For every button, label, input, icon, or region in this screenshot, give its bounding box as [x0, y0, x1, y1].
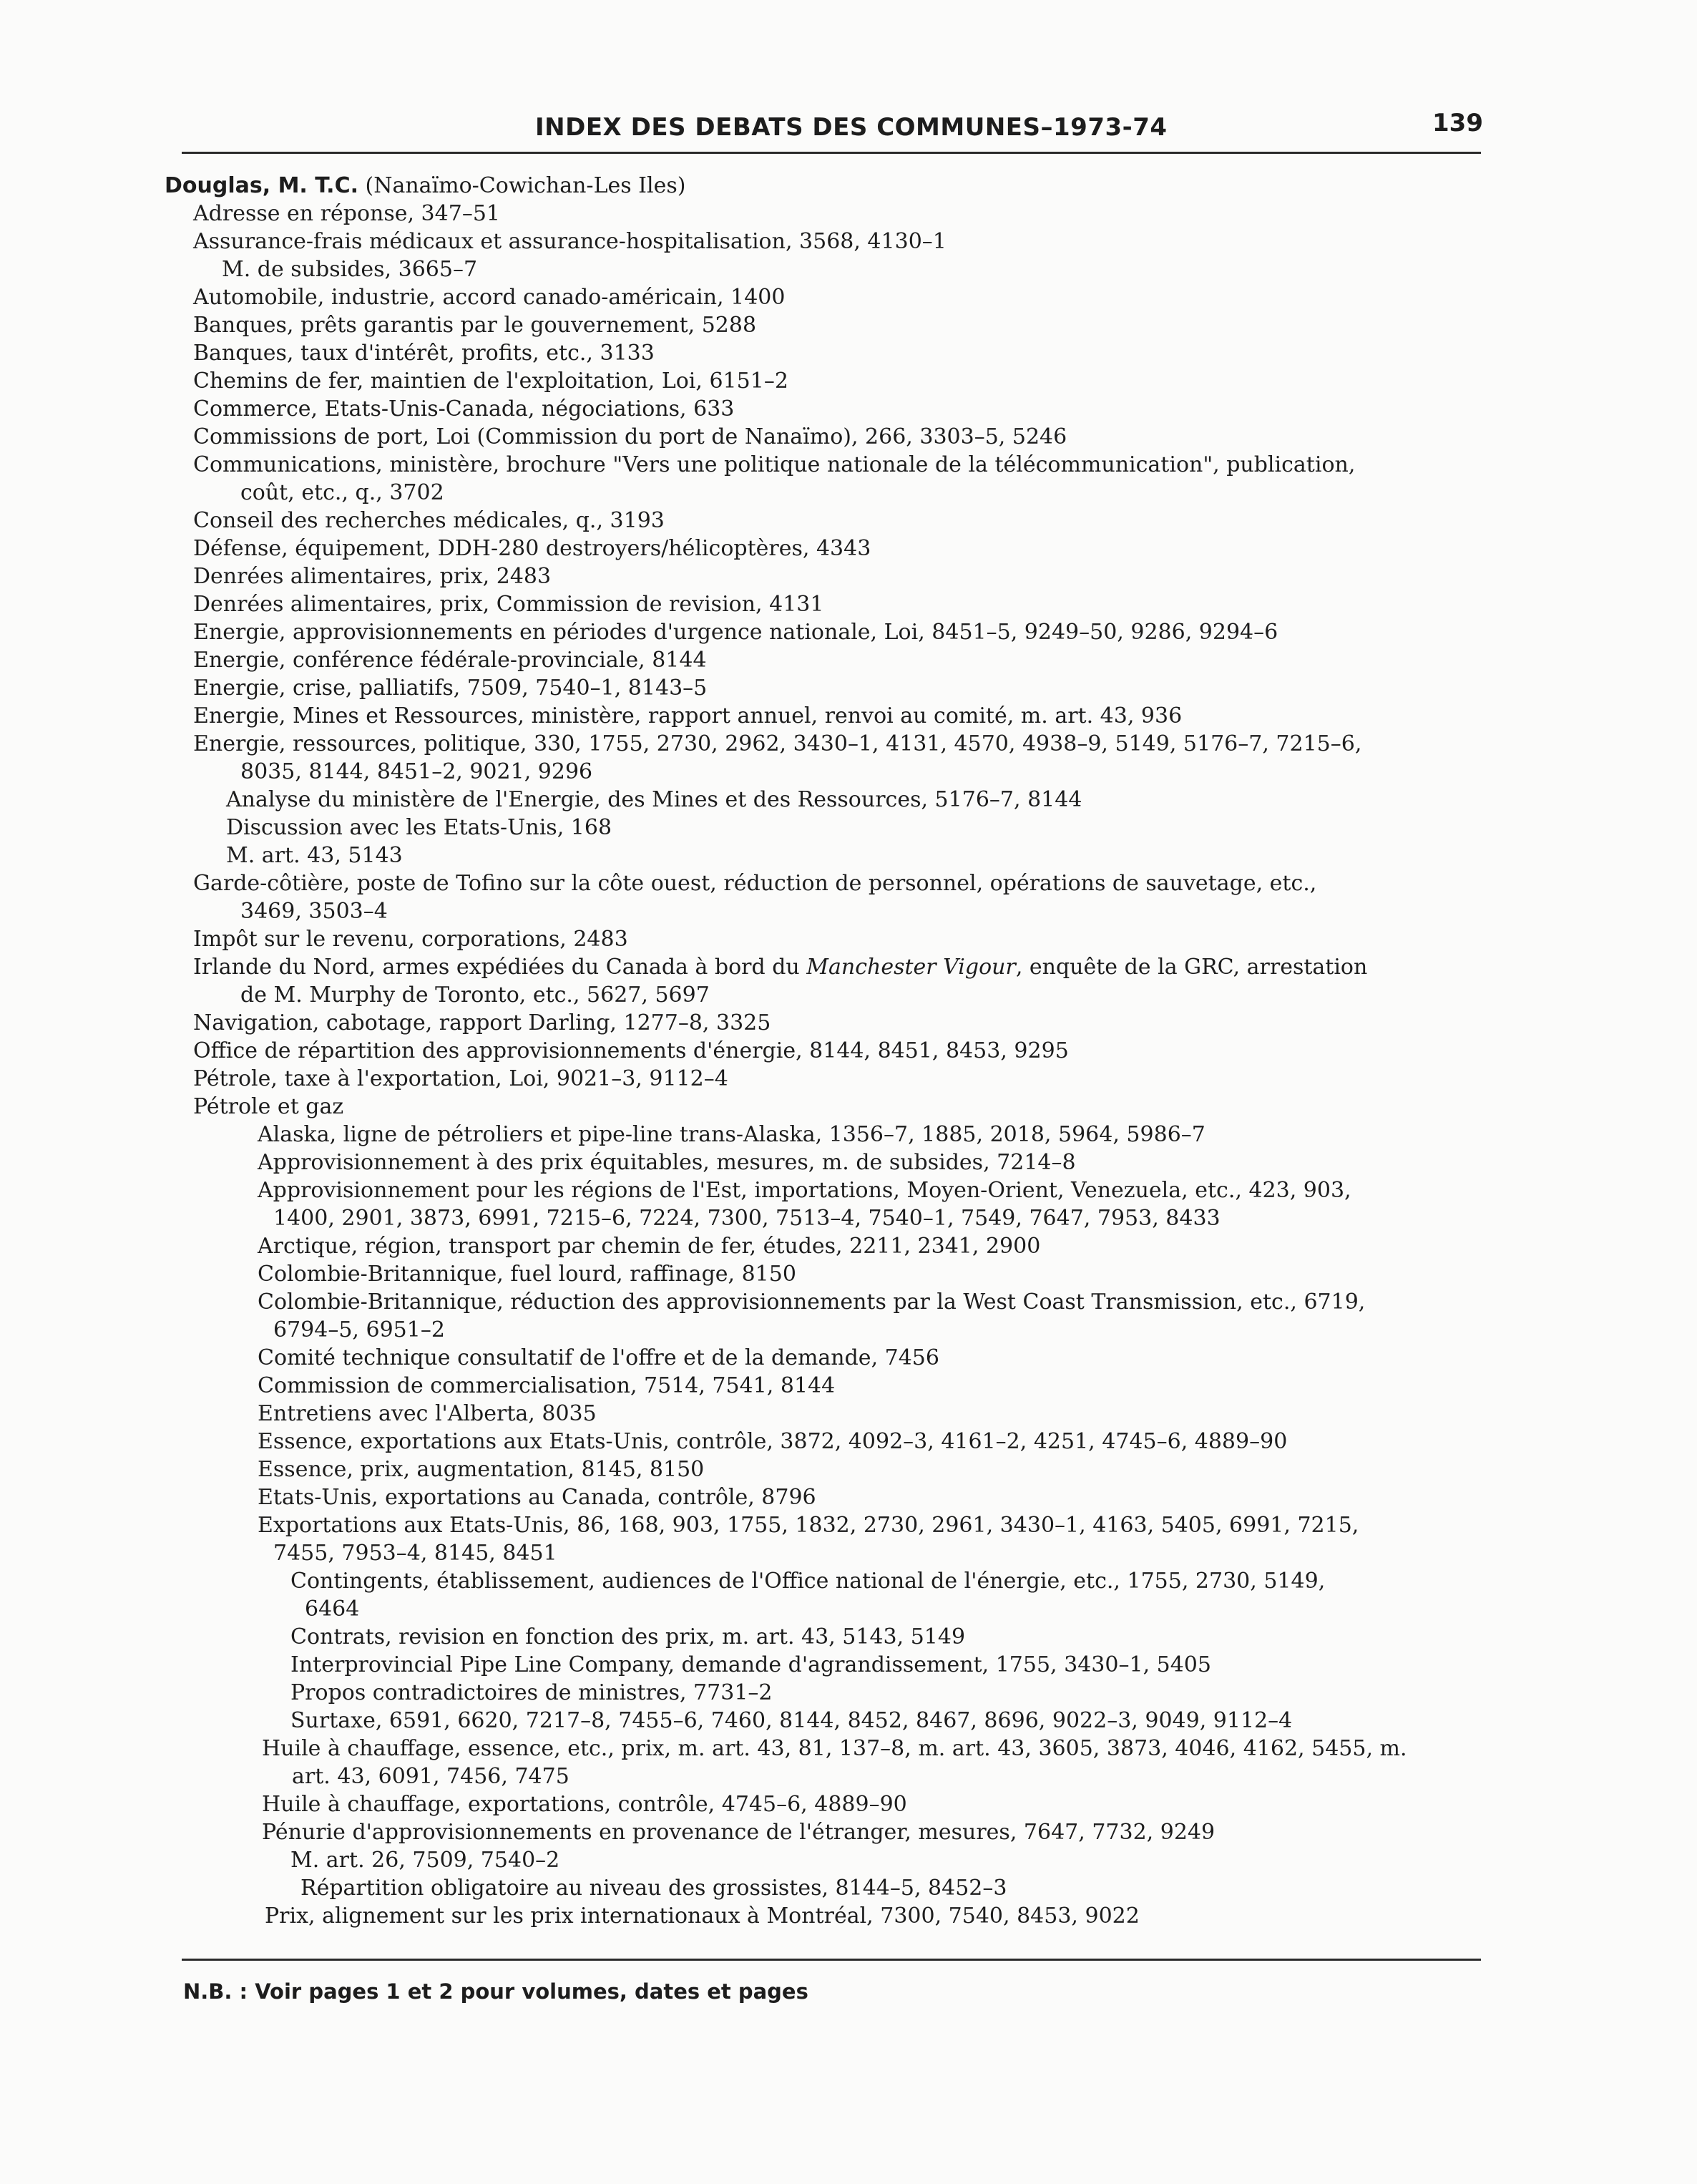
page-number: 139: [1432, 109, 1483, 137]
index-subsubentry: Répartition obligatoire au niveau des grossistes, 8144–5, 8452–3: [300, 1876, 1007, 1901]
index-entry-continuation: 8035, 8144, 8451–2, 9021, 9296: [240, 759, 593, 784]
index-subentry: Colombie-Britannique, réduction des approvisionnements par la West Coast Transmission, etc., 6719,: [258, 1290, 1366, 1315]
index-entry: Commerce, Etats-Unis-Canada, négociations, 633: [193, 396, 735, 421]
index-entry-irlande: [165, 953, 1488, 981]
index-entry: Automobile, industrie, accord canado-américain, 1400: [193, 285, 786, 310]
index-entry: Garde-côtière, poste de Tofino sur la côte ouest, réduction de personnel, opérations de sauvetage, etc.,: [193, 871, 1317, 896]
index-subentry: Entretiens avec l'Alberta, 8035: [258, 1401, 597, 1426]
index-subentry: Huile à chauffage, essence, etc., prix, m. art. 43, 81, 137–8, m. art. 43, 3605, 3873, 4046, 4162, 5455, m.: [262, 1736, 1407, 1761]
index-subentry: Pénurie d'approvisionnements en provenance de l'étranger, mesures, 7647, 7732, 9249: [262, 1820, 1216, 1845]
index-subentry: M. art. 43, 5143: [226, 843, 403, 868]
index-subentry: Comité technique consultatif de l'offre et de la demande, 7456: [258, 1345, 939, 1370]
ship-name: Manchester Vigour: [806, 955, 1016, 980]
index-entry: Navigation, cabotage, rapport Darling, 1277–8, 3325: [193, 1010, 771, 1035]
index-subentry: Discussion avec les Etats-Unis, 168: [226, 815, 612, 840]
index-entry: Energie, Mines et Ressources, ministère, rapport annuel, renvoi au comité, m. art. 43, 936: [193, 703, 1183, 728]
index-entry: Banques, prêts garantis par le gouvernement, 5288: [193, 313, 757, 338]
footer-rule: [182, 1959, 1481, 1961]
index-entry: Commissions de port, Loi (Commission du port de Nanaïmo), 266, 3303–5, 5246: [193, 424, 1067, 449]
index-subsubentry-continuation: 6464: [305, 1596, 360, 1622]
index-entry: Communications, ministère, brochure "Vers une politique nationale de la télécommunication", publication,: [193, 452, 1356, 477]
index-subentry: Arctique, région, transport par chemin de fer, études, 2211, 2341, 2900: [258, 1234, 1041, 1259]
index-entry: Energie, conférence fédérale-provinciale, 8144: [193, 648, 707, 673]
index-entry: Denrées alimentaires, prix, Commission de revision, 4131: [193, 592, 824, 617]
index-entry-continuation: 3469, 3503–4: [240, 899, 388, 924]
footer-note: N.B. : Voir pages 1 et 2 pour volumes, dates et pages: [183, 1979, 808, 2004]
index-subentry: Approvisionnement pour les régions de l'Est, importations, Moyen-Orient, Venezuela, etc., 423, 903,: [258, 1178, 1351, 1203]
irlande-rest: , enquête de la GRC, arrestation: [1015, 955, 1368, 980]
index-subentry: Etats-Unis, exportations au Canada, contrôle, 8796: [258, 1485, 816, 1510]
index-subentry-continuation: 1400, 2901, 3873, 6991, 7215–6, 7224, 7300, 7513–4, 7540–1, 7549, 7647, 7953, 8433: [273, 1206, 1221, 1231]
index-entry-continuation: de M. Murphy de Toronto, etc., 5627, 5697: [240, 983, 710, 1008]
index-entry: Adresse en réponse, 347–51: [193, 201, 500, 226]
index-entry: Défense, équipement, DDH-280 destroyers/hélicoptères, 4343: [193, 536, 871, 561]
index-entry: Conseil des recherches médicales, q., 3193: [193, 508, 665, 533]
index-subentry: Prix, alignement sur les prix internationaux à Montréal, 7300, 7540, 8453, 9022: [265, 1903, 1140, 1929]
page-header-title: INDEX DES DEBATS DES COMMUNES–1973-74: [535, 113, 1168, 142]
index-heading: [165, 172, 1488, 200]
index-entry: Pétrole et gaz: [193, 1094, 344, 1119]
index-entry: Office de répartition des approvisionnements d'énergie, 8144, 8451, 8453, 9295: [193, 1038, 1069, 1063]
header-rule: [182, 152, 1481, 154]
index-entry: Assurance-frais médicaux et assurance-hospitalisation, 3568, 4130–1: [193, 229, 947, 254]
index-subsubentry: Interprovincial Pipe Line Company, demande d'agrandissement, 1755, 3430–1, 5405: [290, 1652, 1211, 1677]
index-subentry-continuation: 7455, 7953–4, 8145, 8451: [273, 1541, 557, 1566]
index-subentry: Commission de commercialisation, 7514, 7541, 8144: [258, 1373, 836, 1398]
index-subentry: Approvisionnement à des prix équitables, mesures, m. de subsides, 7214–8: [258, 1150, 1076, 1175]
index-subentry: Huile à chauffage, exportations, contrôle, 4745–6, 4889–90: [262, 1792, 907, 1817]
heading-riding: (Nanaïmo-Cowichan-Les Iles): [358, 173, 686, 198]
index-subentry: Analyse du ministère de l'Energie, des Mines et des Ressources, 5176–7, 8144: [226, 787, 1082, 812]
index-subsubentry: Surtaxe, 6591, 6620, 7217–8, 7455–6, 7460, 8144, 8452, 8467, 8696, 9022–3, 9049, 9112–4: [290, 1708, 1293, 1733]
index-subentry: Alaska, ligne de pétroliers et pipe-line trans-Alaska, 1356–7, 1885, 2018, 5964, 5986–7: [258, 1122, 1205, 1147]
index-entries: [165, 172, 1488, 1930]
index-subsubentry: Contingents, établissement, audiences de l'Office national de l'énergie, etc., 1755, 2730, 5149,: [290, 1569, 1326, 1594]
index-subentry-continuation: art. 43, 6091, 7456, 7475: [292, 1764, 569, 1789]
index-entry: Denrées alimentaires, prix, 2483: [193, 564, 552, 589]
index-entry: Energie, ressources, politique, 330, 1755, 2730, 2962, 3430–1, 4131, 4570, 4938–9, 5149, 5176–7, 7215–6,: [193, 731, 1362, 756]
index-entry: Energie, approvisionnements en périodes d'urgence nationale, Loi, 8451–5, 9249–50, 9286, 9294–6: [193, 620, 1278, 645]
index-entry: Pétrole, taxe à l'exportation, Loi, 9021–3, 9112–4: [193, 1066, 728, 1091]
index-subentry-continuation: 6794–5, 6951–2: [273, 1317, 445, 1342]
irlande-text: Irlande du Nord, armes expédiées du Canada à bord du: [193, 955, 807, 980]
heading-name: Douglas, M. T.C.: [165, 173, 358, 198]
index-subentry: Essence, prix, augmentation, 8145, 8150: [258, 1457, 705, 1482]
index-subentry: M. de subsides, 3665–7: [222, 257, 478, 282]
index-entry-continuation: coût, etc., q., 3702: [240, 480, 444, 505]
index-entry: Banques, taux d'intérêt, profits, etc., 3133: [193, 341, 655, 366]
index-subsubentry: Propos contradictoires de ministres, 7731–2: [290, 1680, 773, 1705]
index-subentry: Exportations aux Etats-Unis, 86, 168, 903, 1755, 1832, 2730, 2961, 3430–1, 4163, 5405, 6991, 7215,: [258, 1513, 1359, 1538]
index-entry: Energie, crise, palliatifs, 7509, 7540–1, 8143–5: [193, 676, 708, 701]
index-subsubentry: M. art. 26, 7509, 7540–2: [290, 1848, 560, 1873]
index-subentry: Colombie-Britannique, fuel lourd, raffinage, 8150: [258, 1262, 796, 1287]
index-subentry: Essence, exportations aux Etats-Unis, contrôle, 3872, 4092–3, 4161–2, 4251, 4745–6, 4889–90: [258, 1429, 1288, 1454]
index-entry: Chemins de fer, maintien de l'exploitation, Loi, 6151–2: [193, 369, 788, 394]
index-subsubentry: Contrats, revision en fonction des prix, m. art. 43, 5143, 5149: [290, 1624, 966, 1649]
index-entry: Impôt sur le revenu, corporations, 2483: [193, 927, 628, 952]
